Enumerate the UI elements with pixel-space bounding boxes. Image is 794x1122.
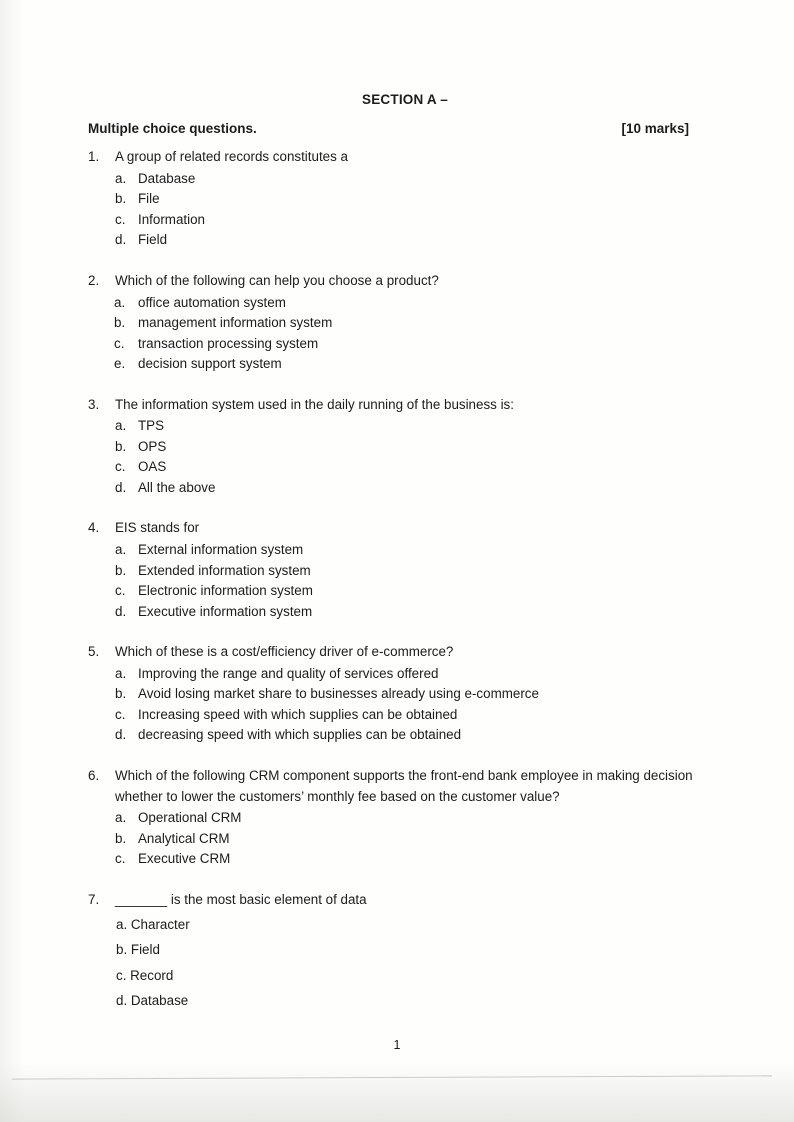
option-text: OPS <box>138 438 167 454</box>
question-line <box>88 271 708 292</box>
option-label: a. <box>115 810 127 826</box>
option-text: Increasing speed with which supplies can be obtained <box>138 706 458 722</box>
question-number: 6. <box>88 767 100 783</box>
question-number: 2. <box>88 272 100 288</box>
subheading-row <box>88 121 689 136</box>
marks-label: [10 marks] <box>621 121 689 136</box>
option-item <box>88 937 708 962</box>
question-item <box>88 147 708 251</box>
option-text: transaction processing system <box>138 335 319 351</box>
option-item <box>88 334 708 355</box>
question-number: 7. <box>88 891 100 907</box>
question-item <box>88 271 708 375</box>
option-item <box>88 540 708 561</box>
option-item <box>88 705 708 726</box>
option-item <box>88 988 708 1013</box>
question-text: Which of the following can help you choose a product? <box>115 272 439 288</box>
option-item <box>88 561 708 582</box>
question-text: Which of these is a cost/efficiency driver of e-commerce? <box>115 644 454 660</box>
option-label: a. <box>115 542 127 558</box>
option-label: a. <box>114 294 126 310</box>
option-label: c. <box>115 459 126 475</box>
option-label: d. <box>115 603 127 619</box>
option-item <box>88 849 708 870</box>
option-text: Analytical CRM <box>138 830 230 846</box>
option-text: OAS <box>138 459 167 475</box>
option-item <box>88 912 708 937</box>
option-text: Executive information system <box>138 603 313 619</box>
option-item <box>88 581 708 602</box>
question-line <box>88 890 708 911</box>
option-text: Electronic information system <box>138 583 313 599</box>
option-text: decreasing speed with which supplies can be obtained <box>138 727 462 743</box>
option-item <box>88 684 708 705</box>
option-list <box>88 664 708 746</box>
question-line <box>88 518 708 539</box>
option-text: management information system <box>138 315 333 331</box>
option-item <box>88 416 708 437</box>
option-label: e. <box>114 356 126 372</box>
option-label: a. <box>115 665 127 681</box>
question-text: A group of related records constitutes a <box>115 149 348 164</box>
option-label: b. <box>115 686 127 702</box>
question-number: 1. <box>88 149 100 164</box>
option-text: Field <box>138 232 168 248</box>
scan-edge-shadow <box>0 0 26 1122</box>
option-text: Executive CRM <box>138 851 231 867</box>
option-text: Database <box>138 170 196 186</box>
option-item <box>88 725 708 746</box>
question-number: 5. <box>88 644 100 660</box>
option-label: c. <box>115 211 126 227</box>
option-label: b. <box>115 830 127 846</box>
option-item <box>88 457 708 478</box>
question-text: The information system used in the daily running of the business is: <box>115 396 514 412</box>
option-text: Information <box>138 211 205 227</box>
question-number: 4. <box>88 520 100 536</box>
question-item <box>88 890 708 1014</box>
option-text: decision support system <box>138 356 282 372</box>
question-item <box>88 766 708 870</box>
question-text: EIS stands for <box>115 520 200 536</box>
option-list <box>88 808 708 870</box>
option-label: c. <box>115 851 126 867</box>
option-item <box>88 963 708 988</box>
scan-bottom-shadow <box>0 1062 794 1122</box>
question-text: _______ is the most basic element of data <box>115 891 367 907</box>
option-label: c. <box>115 706 126 722</box>
option-list <box>88 540 708 622</box>
option-label: b. <box>115 191 127 207</box>
option-label: d. <box>115 479 127 495</box>
option-list <box>88 169 708 251</box>
question-line <box>88 642 708 663</box>
option-label: a. <box>115 418 127 434</box>
option-item <box>88 437 708 458</box>
option-item <box>88 602 708 623</box>
option-list <box>88 416 708 498</box>
subheading: Multiple choice questions. <box>88 121 257 136</box>
option-text: d. Database <box>116 993 189 1009</box>
option-text: All the above <box>138 479 216 495</box>
option-item <box>88 829 708 850</box>
option-item <box>88 808 708 829</box>
option-label: c. <box>114 335 125 351</box>
option-text: Operational CRM <box>138 810 242 826</box>
section-title: SECTION A – <box>362 92 448 107</box>
option-item <box>88 189 708 210</box>
option-list <box>88 293 708 375</box>
option-list <box>88 912 708 1014</box>
option-label: c. <box>115 583 126 599</box>
question-line <box>88 395 708 416</box>
option-text: TPS <box>138 418 165 434</box>
option-item <box>88 478 708 499</box>
option-item <box>88 210 708 231</box>
option-text: office automation system <box>138 294 286 310</box>
option-label: d. <box>115 232 127 248</box>
option-label: a. <box>115 170 127 186</box>
question-text: Which of the following CRM component supports the front-end bank employee in making decision whether to lower the customers’ monthly fee based on the customer value? <box>115 767 693 804</box>
option-label: b. <box>114 315 126 331</box>
option-text: Extended information system <box>138 562 311 578</box>
question-line <box>88 766 708 808</box>
question-item <box>88 642 708 746</box>
question-line <box>88 147 708 168</box>
option-item <box>88 354 708 375</box>
option-label: b. <box>115 562 127 578</box>
option-text: External information system <box>138 542 304 558</box>
option-item <box>88 313 708 334</box>
question-number: 3. <box>88 396 100 412</box>
question-item <box>88 395 708 499</box>
option-text: Avoid losing market share to businesses already using e-commerce <box>138 686 539 702</box>
option-text: c. Record <box>116 967 174 983</box>
option-text: a. Character <box>116 916 190 932</box>
page-number: 1 <box>393 1038 401 1052</box>
question-item <box>88 518 708 622</box>
option-item <box>88 293 708 314</box>
option-label: b. <box>115 438 127 454</box>
option-label: d. <box>115 727 127 743</box>
option-item <box>88 664 708 685</box>
option-text: b. Field <box>116 942 160 958</box>
option-item <box>88 169 708 190</box>
document-content <box>88 92 708 1034</box>
option-text: File <box>138 191 160 207</box>
option-item <box>88 230 708 251</box>
option-text: Improving the range and quality of services offered <box>138 665 439 681</box>
